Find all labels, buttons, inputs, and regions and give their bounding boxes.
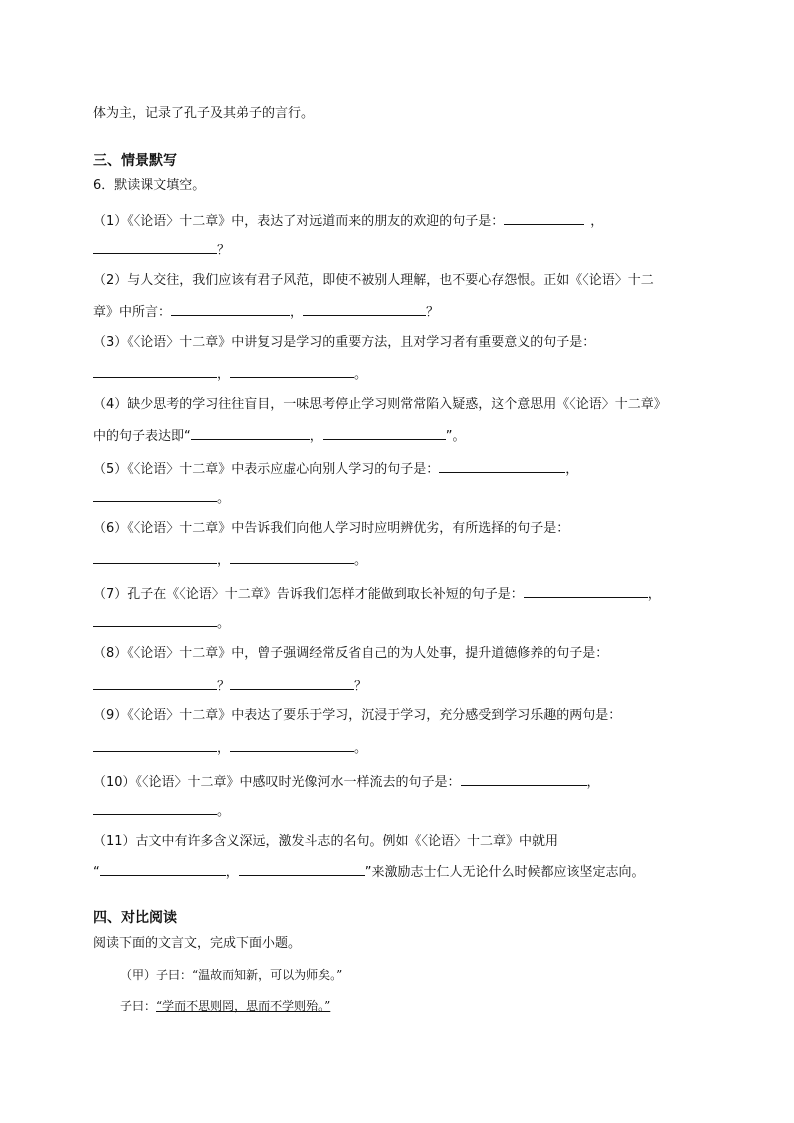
answer-blank[interactable] — [239, 862, 365, 876]
q6-stem: 6．默读课文填空。 — [93, 178, 206, 193]
q6-item11-line1: （11）古文中有许多含义深远，激发斗志的名句。例如《〈论语〉十二章》中就用 — [93, 834, 559, 849]
answer-blank[interactable] — [524, 584, 648, 598]
reading-passage-line2 — [120, 998, 330, 1014]
q6-item8-line2 — [93, 676, 367, 695]
q6-item3-line1: （3）《〈论语〉十二章》中讲复习是学习的重要方法，且对学习者有重要意义的句子是： — [93, 335, 596, 350]
punct-period: 。 — [217, 616, 231, 631]
punct-question: ？ — [217, 679, 231, 694]
punct-question: ？ — [426, 305, 440, 320]
answer-blank[interactable] — [461, 772, 587, 786]
answer-blank[interactable] — [439, 459, 565, 473]
q6-item10-text: （10）《〈论语〉十二章》中感叹时光像河水一样流去的句子是： — [93, 775, 461, 790]
q6-item2-line2 — [93, 302, 439, 321]
punct-comma: ， — [225, 865, 239, 880]
q6-item8-line1: （8）《〈论语〉十二章》中，曾子强调经常反省自己的为人处事，提升道德修养的句子是： — [93, 646, 609, 661]
q6-item6-line2 — [93, 550, 367, 569]
punct-comma: ， — [647, 587, 661, 602]
q6-item10-line2 — [93, 801, 230, 820]
q6-item1-line1 — [93, 211, 603, 230]
punct-period: 。 — [217, 804, 231, 819]
punct-period: 。 — [354, 367, 368, 382]
answer-blank[interactable] — [230, 676, 354, 690]
q6-item11-tail: ”来激励志士仁人无论什么时候都应该坚定志向。 — [364, 865, 645, 880]
q6-item1-text: （1）《〈论语〉十二章》中，表达了对远道而来的朋友的欢迎的句子是： — [93, 214, 505, 229]
q6-item3-line2 — [93, 364, 367, 383]
q6-item4-line2 — [93, 426, 466, 445]
q6-item2-line1: （2）与人交往，我们应该有君子风范，即使不被别人理解，也不要心存怨恨。正如《〈论语〉十二 — [93, 273, 654, 288]
reading-passage-jia: （甲）子曰：“温故而知新，可以为师矣。” — [120, 968, 343, 982]
q6-item6-line1: （6）《〈论语〉十二章》中告诉我们向他人学习时应明辨优劣，有所选择的句子是： — [93, 521, 570, 536]
q6-item4-text: 中的句子表达即“ — [93, 429, 191, 444]
punct-period: 。 — [354, 741, 368, 756]
q6-item9-line2 — [93, 738, 367, 757]
reading-quote: “学而不思则罔，思而不学则殆。” — [156, 999, 331, 1013]
punct-comma: ， — [217, 367, 231, 382]
answer-blank[interactable] — [100, 862, 226, 876]
q6-item5-line1 — [93, 459, 578, 478]
q6-item2-text: 章》中所言： — [93, 305, 172, 320]
q6-item7-text: （7）孔子在《〈论语〉十二章》告诉我们怎样才能做到取长补短的句子是： — [93, 587, 524, 602]
punct-comma: ， — [586, 775, 600, 790]
q6-item7-line1 — [93, 584, 661, 603]
open-quote: “ — [93, 865, 100, 880]
q6-item11-line2 — [93, 862, 645, 881]
answer-blank[interactable] — [303, 302, 426, 316]
q6-item9-line1: （9）《〈论语〉十二章》中表达了要乐于学习，沉浸于学习，充分感受到学习乐趣的两句是： — [93, 708, 622, 723]
answer-blank[interactable] — [93, 613, 217, 627]
punct-period: 。 — [354, 553, 368, 568]
punct-question: ？ — [354, 679, 368, 694]
punct-comma: ， — [309, 429, 323, 444]
q6-item4-line1: （4）缺少思考的学习往往盲目，一味思考停止学习则常常陷入疑惑，这个意思用《〈论语〉十二章》 — [93, 397, 667, 412]
answer-blank[interactable] — [93, 364, 217, 378]
q6-item5-text: （5）《〈论语〉十二章》中表示应虚心向别人学习的句子是： — [93, 462, 440, 477]
answer-blank[interactable] — [93, 801, 217, 815]
punct-comma: ， — [290, 305, 304, 320]
q6-item7-line2 — [93, 613, 230, 632]
answer-blank[interactable] — [230, 550, 354, 564]
answer-blank[interactable] — [323, 426, 446, 440]
answer-blank[interactable] — [93, 738, 217, 752]
answer-blank[interactable] — [93, 676, 217, 690]
punct-comma: ， — [217, 741, 231, 756]
punct-period: 。 — [217, 491, 231, 506]
punct-comma: ， — [565, 462, 579, 477]
punct-comma: ， — [590, 214, 604, 229]
answer-blank[interactable] — [93, 240, 217, 254]
answer-blank[interactable] — [93, 488, 217, 502]
reading-instruction: 阅读下面的文言文，完成下面小题。 — [93, 936, 302, 951]
q6-item4-close: ”。 — [445, 429, 466, 444]
section3-heading: 三、情景默写 — [93, 153, 177, 169]
punct-comma: ， — [217, 553, 231, 568]
section4-heading: 四、对比阅读 — [93, 910, 177, 926]
punct-question: ？ — [217, 243, 231, 258]
answer-blank[interactable] — [191, 426, 310, 440]
q6-item10-line1 — [93, 772, 600, 791]
answer-blank[interactable] — [230, 738, 354, 752]
intro-tail-text: 体为主，记录了孔子及其弟子的言行。 — [93, 106, 315, 121]
q6-item5-line2 — [93, 488, 230, 507]
reading-speaker: 子曰： — [120, 999, 157, 1013]
answer-blank[interactable] — [230, 364, 354, 378]
answer-blank[interactable] — [504, 211, 584, 225]
q6-item1-line2 — [93, 240, 230, 259]
answer-blank[interactable] — [93, 550, 217, 564]
answer-blank[interactable] — [171, 302, 290, 316]
